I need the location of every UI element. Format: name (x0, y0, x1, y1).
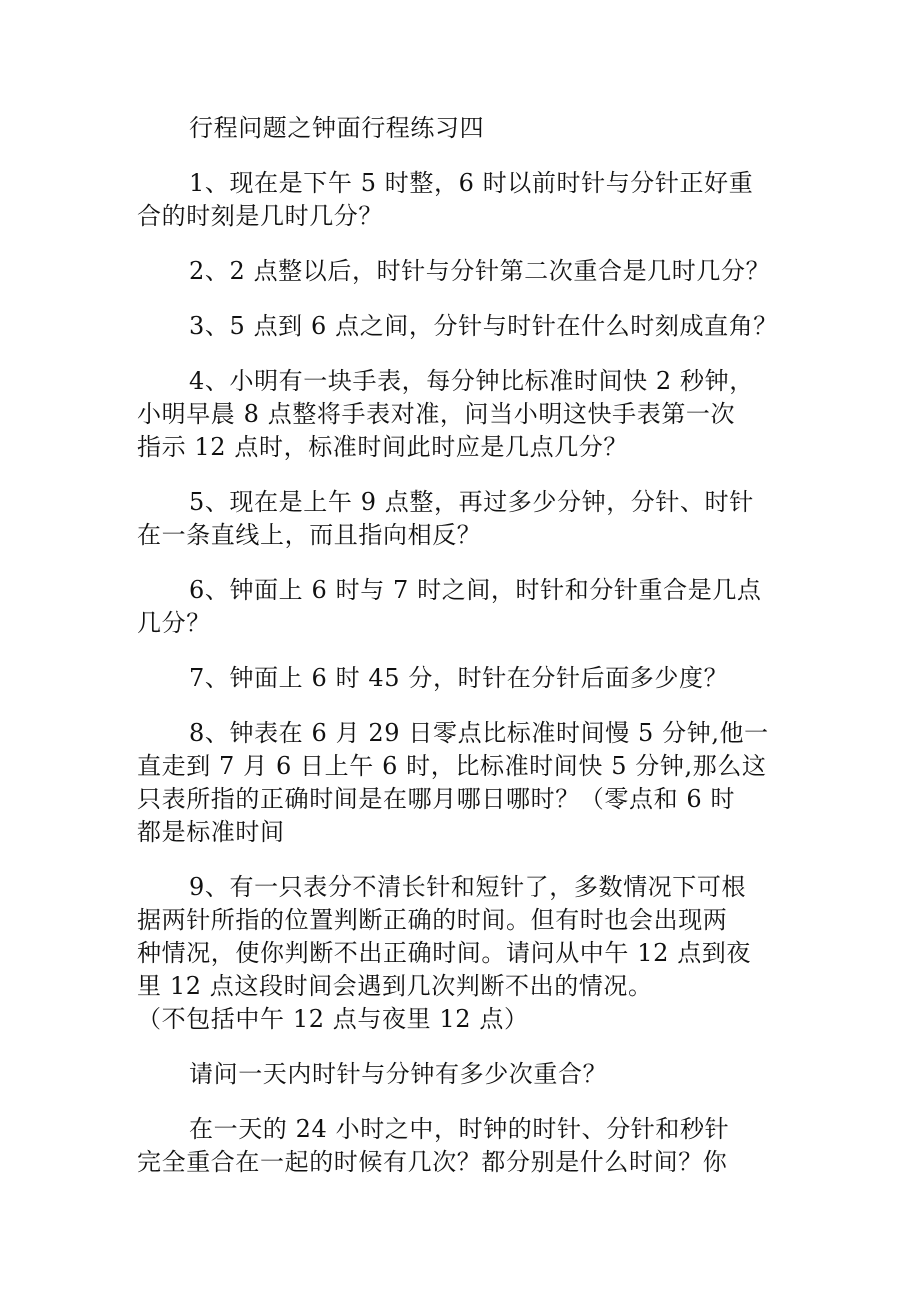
question-line: 里 12 点这段时间会遇到几次判断不出的情况。 (137, 972, 653, 1000)
question-line: 都是标准时间 (137, 818, 285, 846)
title-text: 行程问题之钟面行程练习四 (189, 114, 485, 142)
question-2 (137, 255, 797, 288)
question-line: 完全重合在一起的时候有几次？都分别是什么时间？你 (137, 1148, 728, 1176)
question-line: 在一天的 24 小时之中，时钟的时针、分针和秒针 (189, 1115, 730, 1143)
question-line: 指示 12 点时，标准时间此时应是几点几分？ (137, 433, 628, 461)
question-line: 7、钟面上 6 时 45 分，时针在分针后面多少度？ (189, 664, 729, 692)
question-11 (137, 1113, 797, 1179)
question-4 (137, 365, 797, 464)
question-line: 在一条直线上，而且指向相反？ (137, 521, 482, 549)
question-line: 6、钟面上 6 时与 7 时之间，时针和分针重合是几点 (189, 576, 762, 604)
question-line: 4、小明有一块手表，每分钟比标准时间快 2 秒钟， (189, 367, 754, 395)
question-line: 小明早晨 8 点整将手表对准，问当小明这快手表第一次 (137, 400, 736, 428)
question-1 (137, 167, 797, 233)
document-body (137, 112, 797, 1201)
question-line: 合的时刻是几时几分？ (137, 202, 383, 230)
question-10 (137, 1058, 797, 1091)
question-3 (137, 310, 797, 343)
question-line: 据两针所指的位置判断正确的时间。但有时也会出现两 (137, 906, 728, 934)
question-note: （不包括中午 12 点与夜里 12 点） (137, 1005, 529, 1033)
question-line: 直走到 7 月 6 日上午 6 时，比标准时间快 5 分钟,那么这 (137, 752, 767, 780)
document-title (137, 112, 797, 145)
question-line: 1、现在是下午 5 时整，6 时以前时针与分针正好重 (189, 169, 754, 197)
question-line: 8、钟表在 6 月 29 日零点比标准时间慢 5 分钟,他一 (189, 719, 769, 747)
question-line: 请问一天内时针与分钟有多少次重合？ (189, 1060, 608, 1088)
question-line: 2、2 点整以后，时针与分针第二次重合是几时几分？ (189, 257, 771, 285)
question-7 (137, 662, 797, 695)
question-line: 9、有一只表分不清长针和短针了，多数情况下可根 (189, 873, 747, 901)
question-6 (137, 574, 797, 640)
question-9 (137, 871, 797, 1036)
question-8 (137, 717, 797, 849)
question-line: 5、现在是上午 9 点整，再过多少分钟，分针、时针 (189, 488, 754, 516)
question-line: 3、5 点到 6 点之间，分针与时针在什么时刻成直角？ (189, 312, 778, 340)
question-line: 只表所指的正确时间是在哪月哪日哪时？（零点和 6 时 (137, 785, 736, 813)
question-line: 种情况，使你判断不出正确时间。请问从中午 12 点到夜 (137, 939, 751, 967)
question-5 (137, 486, 797, 552)
question-line: 几分？ (137, 609, 211, 637)
